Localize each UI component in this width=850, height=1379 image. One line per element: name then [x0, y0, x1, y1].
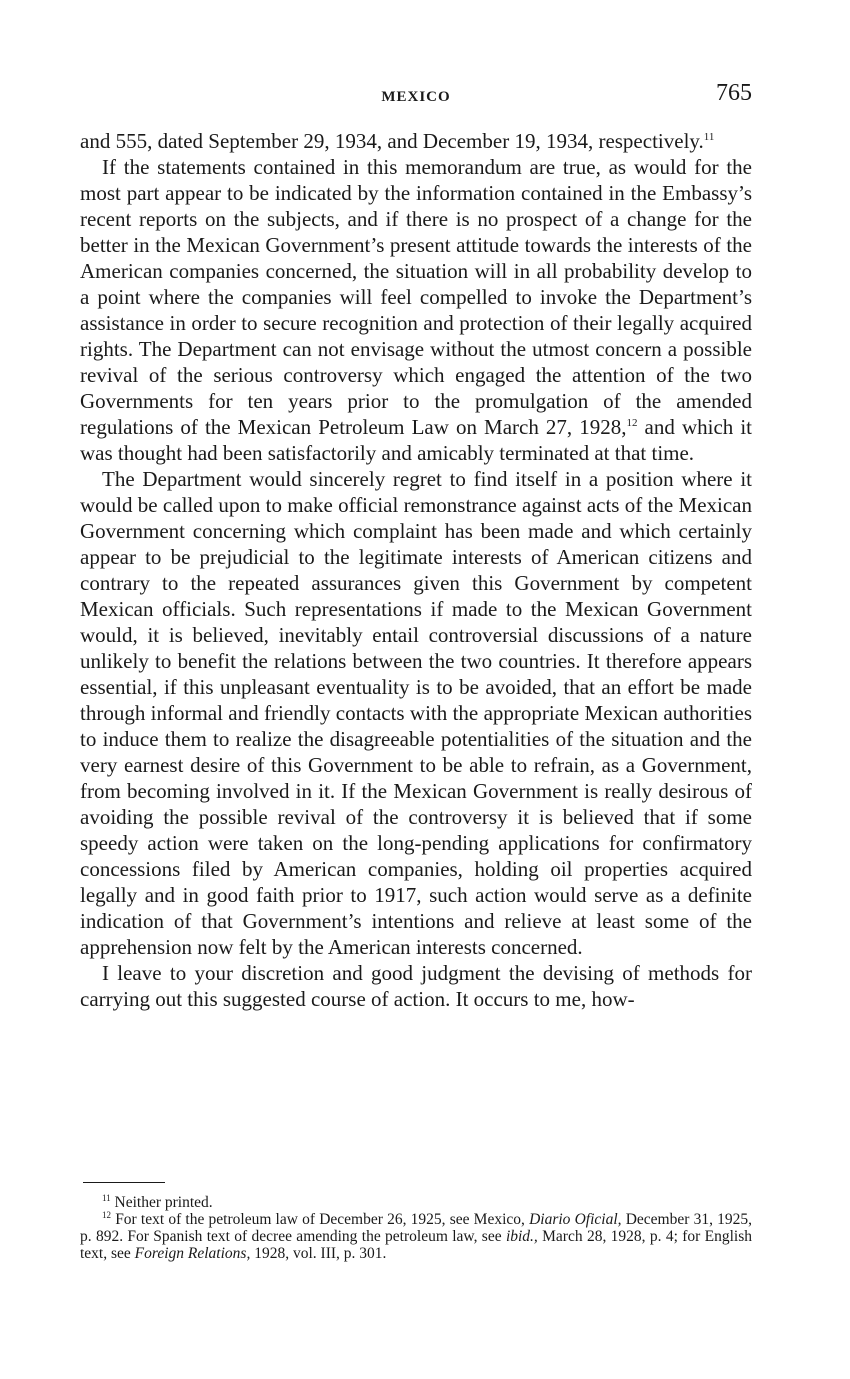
footnote-text: March 28, 1928, p. 4; for English text, see [80, 1228, 752, 1262]
footnote-text: , p. 301. [336, 1245, 387, 1262]
footnote-text: For text of the petroleum law of December 26, 1925, see Mexico, [115, 1211, 530, 1228]
citation-title: Foreign Relations, [134, 1245, 251, 1262]
footnote-divider [83, 1182, 165, 1183]
paragraph-department-regret [80, 466, 752, 960]
citation-title: Diario Oficial, [529, 1211, 622, 1228]
paragraph-continuation [80, 128, 752, 154]
volume-numeral: III [320, 1245, 337, 1262]
paragraph-statements [80, 154, 752, 466]
footnote-number: 12 [102, 1210, 111, 1220]
footnote-ref-11: 11 [703, 131, 715, 143]
paragraph-text: and 555, dated September 29, 1934, and December 19, 1934, respectively. [80, 129, 704, 153]
footnote-text: 1928, vol. [250, 1245, 321, 1262]
body-text [80, 128, 752, 1012]
footnote-11 [80, 1194, 752, 1211]
paragraph-text: I leave to your discretion and good judgment the devising of methods for carrying out this suggested course of action. It occurs to me, how- [80, 961, 752, 1011]
footnote-number: 11 [102, 1193, 111, 1203]
paragraph-text: If the statements contained in this memorandum are true, as would for the most part appear to be indicated by the information contained in the Embassy’s recent reports on the subjects, and if there is no prospect of a change for the better in the Mexican Government’s present attitude towards the interests of the American companies concerned, the situation will in all probability develop to a point where the companies will feel compelled to invoke the Department’s assistance in order to secure recognition and protection of their legally acquired rights. The Department can not envisage without the utmost concern a possible revival of the serious controversy which engaged the attention of the two Governments for ten years prior to the promulgation of the amended regulations of the Mexican Petroleum Law on March 27, 1928, [80, 155, 752, 439]
footnote-text: December 31, 1925, p. 892. For Spanish text of decree amending the petroleum law, see [80, 1211, 753, 1245]
citation-ibid: ibid., [505, 1228, 538, 1245]
footnote-ref-12: 12 [626, 417, 638, 429]
paragraph-text: The Department would sincerely regret to find itself in a position where it would be called upon to make official remonstrance against acts of the Mexican Government concerning which complaint has been made and which certainly appear to be prejudicial to the legitimate interests of American citizens and contrary to the repeated assurances given this Government by competent Mexican officials. Such representations if made to the Mexican Government would, it is believed, inevitably entail controversial discussions of a nature unlikely to benefit the relations between the two countries. It therefore appears essential, if this unpleasant eventuality is to be avoided, that an effort be made through informal and friendly contacts with the appropriate Mexican authorities to induce them to realize the disagreeable potentialities of the situation and the very earnest desire of this Government to be able to refrain, as a Government, from becoming involved in it. If the Mexican Government is really desirous of avoiding the possible revival of the controversy it is believed that if some speedy action were taken on the long-pending applications for confirmatory concessions filed by American companies, holding oil properties acquired legally and in good faith prior to 1917, such action would serve as a definite indication of that Government’s intentions and relieve at least some of the apprehension now felt by the American interests concerned. [80, 467, 752, 959]
page-number: 765 [716, 80, 752, 106]
running-title: MEXICO [381, 89, 451, 105]
footnotes [80, 1194, 752, 1262]
paragraph-discretion [80, 960, 752, 1012]
paragraph-text: and which it was thought had been satisfactorily and amicably terminated at that time. [80, 415, 752, 465]
footnote-text: Neither printed. [114, 1194, 213, 1211]
footnote-12 [80, 1211, 752, 1262]
running-head [80, 80, 752, 114]
